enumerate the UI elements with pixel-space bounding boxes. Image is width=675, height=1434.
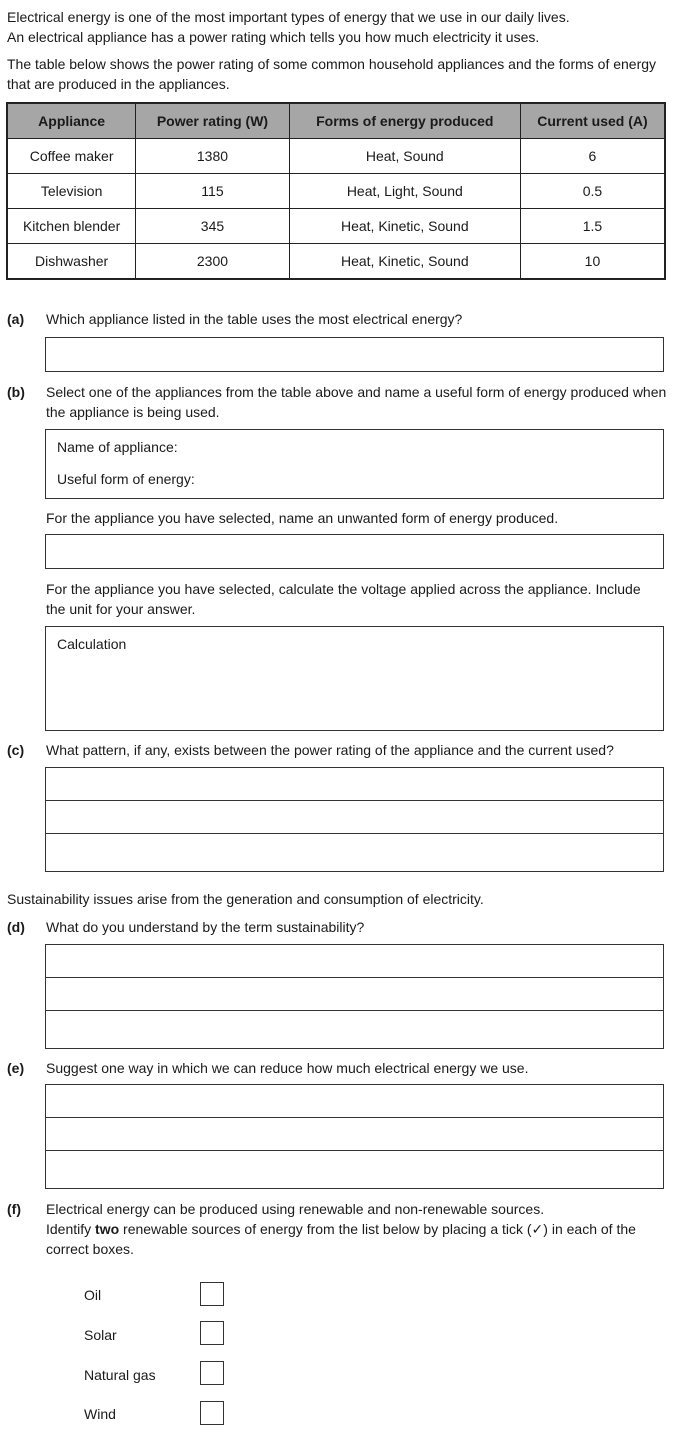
cell-power: 1380: [136, 139, 289, 174]
useful-energy-label: Useful form of energy:: [57, 471, 195, 487]
answer-line[interactable]: [46, 945, 663, 978]
sustainability-intro: Sustainability issues arise from the generation and consumption of electricity.: [7, 891, 484, 907]
table-row: [7, 139, 665, 174]
option-wind-checkbox[interactable]: [200, 1401, 224, 1425]
table-row: [7, 244, 665, 280]
cell-power: 345: [136, 209, 289, 244]
answer-line[interactable]: [46, 1151, 663, 1184]
question-c-text: What pattern, if any, exists between the power rating of the appliance and the current used?: [46, 742, 614, 758]
question-f-identify: Identify: [46, 1221, 96, 1237]
voltage-question: For the appliance you have selected, calculate the voltage applied across the appliance. Include the unit for your answer.: [46, 581, 641, 617]
answer-e-lines[interactable]: [45, 1084, 664, 1189]
question-b-text: Select one of the appliances from the table above and name a useful form of energy produced when the appliance is being used.: [46, 384, 667, 420]
question-d-label: (d): [7, 919, 25, 935]
unwanted-energy-question: For the appliance you have selected, name an unwanted form of energy produced.: [46, 510, 559, 526]
table-row: [7, 174, 665, 209]
cell-appliance: Television: [7, 174, 136, 209]
answer-c-lines[interactable]: [45, 767, 664, 872]
cell-power: 115: [136, 174, 289, 209]
unwanted-energy-box[interactable]: [45, 534, 664, 569]
question-a-label: (a): [7, 311, 25, 327]
question-f-label: (f): [7, 1201, 21, 1217]
table-intro: The table below shows the power rating of some common household appliances and the forms of energy that are produced in the appliances.: [7, 56, 657, 92]
cell-appliance: Coffee maker: [7, 139, 136, 174]
option-wind-label: Wind: [84, 1406, 116, 1422]
option-natural-gas-checkbox[interactable]: [200, 1361, 224, 1385]
cell-forms: Heat, Sound: [289, 139, 520, 174]
question-f-line-1: Electrical energy can be produced using renewable and non-renewable sources.: [46, 1201, 545, 1217]
intro-line-1: Electrical energy is one of the most important types of energy that we use in our daily lives.: [7, 9, 570, 25]
cell-forms: Heat, Kinetic, Sound: [289, 209, 520, 244]
answer-line[interactable]: [46, 1085, 663, 1118]
header-power-rating: Power rating (W): [136, 103, 289, 139]
question-f-line-2: [46, 1219, 668, 1259]
cell-forms: Heat, Kinetic, Sound: [289, 244, 520, 280]
answer-line[interactable]: [46, 834, 663, 867]
answer-line[interactable]: [46, 978, 663, 1011]
option-solar-checkbox[interactable]: [200, 1321, 224, 1345]
question-e-text: Suggest one way in which we can reduce how much electrical energy we use.: [46, 1060, 529, 1076]
question-f-two: two: [95, 1221, 120, 1237]
cell-appliance: Kitchen blender: [7, 209, 136, 244]
question-f-text: [46, 1199, 668, 1259]
question-b-label: (b): [7, 384, 25, 400]
question-c-label: (c): [7, 742, 25, 758]
question-e-label: (e): [7, 1060, 25, 1076]
intro-text: [7, 7, 667, 47]
option-natural-gas-label: Natural gas: [84, 1367, 156, 1383]
cell-current: 0.5: [520, 174, 665, 209]
answer-a-box[interactable]: [45, 337, 664, 372]
header-current-used: Current used (A): [520, 103, 665, 139]
answer-line[interactable]: [46, 801, 663, 834]
cell-current: 10: [520, 244, 665, 280]
header-forms-of-energy: Forms of energy produced: [289, 103, 520, 139]
cell-current: 6: [520, 139, 665, 174]
appliance-name-label: Name of appliance:: [57, 439, 178, 455]
cell-forms: Heat, Light, Sound: [289, 174, 520, 209]
option-solar-label: Solar: [84, 1327, 117, 1343]
option-oil-label: Oil: [84, 1287, 102, 1303]
table-row: [7, 209, 665, 244]
answer-line[interactable]: [46, 768, 663, 801]
cell-power: 2300: [136, 244, 289, 280]
question-a-text: Which appliance listed in the table uses the most electrical energy?: [46, 311, 463, 327]
table-header-row: [7, 103, 665, 139]
appliance-table: [6, 102, 666, 280]
intro-line-2: An electrical appliance has a power rating which tells you how much electricity it uses.: [7, 29, 540, 45]
answer-b-box[interactable]: [45, 429, 664, 499]
calculation-label: Calculation: [57, 636, 127, 652]
header-appliance: Appliance: [7, 103, 136, 139]
answer-line[interactable]: [46, 1011, 663, 1044]
cell-current: 1.5: [520, 209, 665, 244]
question-d-text: What do you understand by the term sustainability?: [46, 919, 365, 935]
calculation-box[interactable]: [45, 626, 664, 731]
answer-line[interactable]: [46, 1118, 663, 1151]
answer-d-lines[interactable]: [45, 944, 664, 1049]
question-f-instruction: renewable sources of energy from the list below by placing a tick (✓) in each of the correct boxes.: [46, 1221, 636, 1257]
option-oil-checkbox[interactable]: [200, 1282, 224, 1306]
cell-appliance: Dishwasher: [7, 244, 136, 280]
